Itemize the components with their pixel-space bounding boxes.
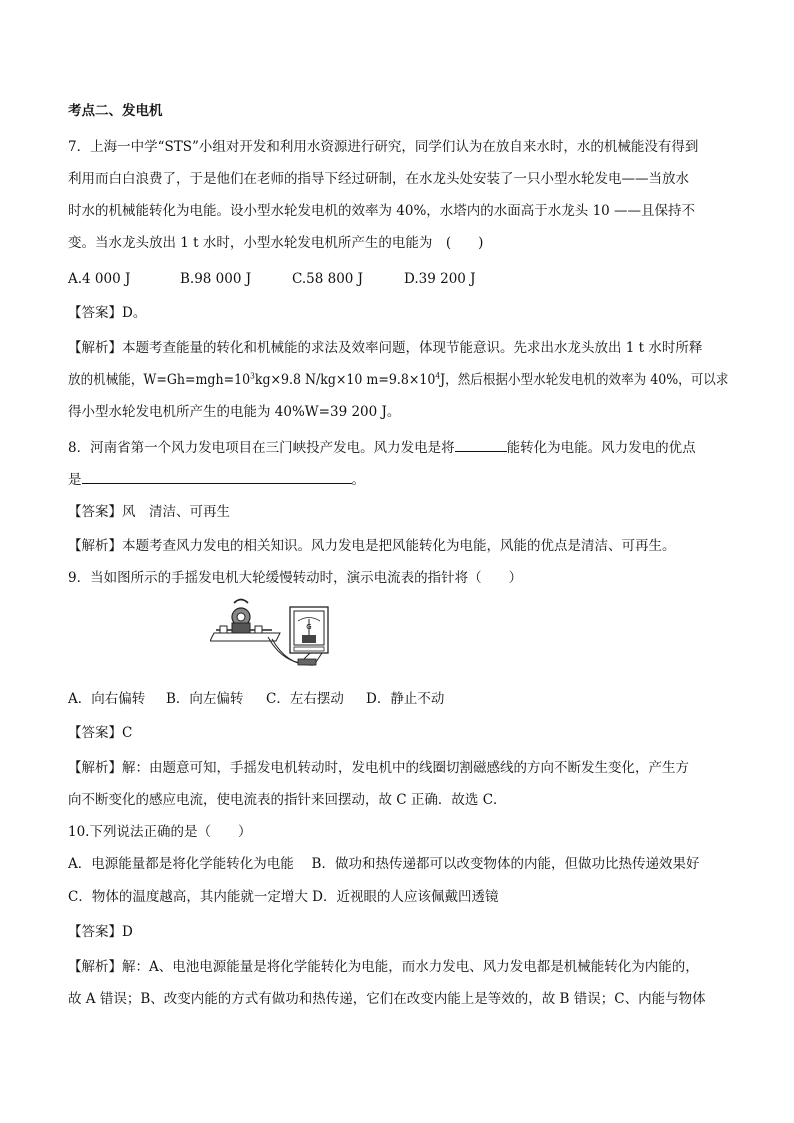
q8-text-part-2: 能转化为电能。风力发电的优点 (506, 440, 696, 456)
q7-analysis-part-1: 放的机械能，W=Gh=mgh=10 (68, 372, 251, 388)
generator-bearing-right (255, 626, 262, 633)
q7-analysis-line-1: 【解析】本题考查能量的转化和机械能的求法及效率问题，体现节能意识。先求出水龙头放出 1 t 水时所释 (68, 340, 703, 356)
generator-coil (232, 623, 250, 633)
switch (298, 659, 316, 665)
q7-option-b: B.98 000 J (180, 271, 252, 287)
q7-option-d: D.39 200 J (404, 271, 476, 287)
q9-options (68, 689, 728, 709)
q9-answer: 【答案】C (68, 725, 133, 741)
q9-text-line-1: 9．当如图所示的手摇发电机大轮缓慢转动时，演示电流表的指针将（ ） (68, 570, 523, 586)
q7-analysis-exponent-1: 3 (250, 371, 255, 381)
q8-text-part-4: 。 (351, 472, 365, 488)
q8-text-part-1: 8．河南省第一个风力发电项目在三门峡投产发电。风力发电是将 (68, 440, 455, 456)
q9-analysis-line-2: 向不断变化的感应电流，使电流表的指针来回摆动，故 C 正确．故选 C． (68, 792, 507, 808)
q10-analysis-line-1: 【解析】解：A、电池电源能量是将化学能转化为电能，而水力发电、风力发电都是机械能转化为内能的， (68, 959, 699, 975)
q9-analysis-line-1: 【解析】解：由题意可知，手摇发电机转动时，发电机中的线圈切割磁感线的方向不断发生变化，产生方 (68, 760, 689, 776)
q10-analysis-line-2: 故 A 错误；B、改变内能的方式有做功和热传递，它们在改变内能上是等效的，故 B 错误；C、内能与物体 (68, 991, 706, 1007)
q8-blank-1 (455, 437, 507, 452)
q8-answer: 【答案】风 清洁、可再生 (68, 504, 230, 520)
q10-answer: 【答案】D (68, 924, 133, 940)
q9-option-d: D．静止不动 (366, 691, 445, 707)
q7-answer: 【答案】D。 (68, 305, 147, 321)
q9-option-a: A．向右偏转 (68, 691, 146, 707)
q10-text-line-2: A．电源能量都是将化学能转化为电能 B．做功和热传递都可以改变物体的内能，但做功比热传递效果好 (68, 856, 700, 872)
q9-option-c: C．左右摆动 (266, 691, 344, 707)
q7-options (68, 269, 728, 289)
galvanometer-base (294, 647, 324, 651)
q8-text-line-2 (68, 469, 728, 489)
q10-text-line-3: C．物体的温度越高，其内能就一定增大 D．近视眼的人应该佩戴凹透镜 (68, 889, 499, 905)
q8-analysis: 【解析】本题考查风力发电的相关知识。风力发电是把风能转化为电能，风能的优点是清洁、可再生。 (68, 538, 676, 554)
hand-generator-galvanometer-figure (210, 597, 335, 672)
q7-analysis-part-2: kg×9.8 N/kg×10 m=9.8×10 (254, 372, 436, 388)
q7-analysis-line-2 (68, 370, 729, 390)
q8-blank-2 (82, 469, 352, 484)
q7-analysis-exponent-2: 4 (435, 371, 441, 381)
galvanometer-label: G (306, 623, 312, 631)
q7-text-line-2: 利用而白白浪费了，于是他们在老师的指导下经过研制，在水龙头处安装了一只小型水轮发电——当放水 (68, 171, 689, 187)
section-title: 考点二、发电机 (68, 103, 163, 119)
q7-text-line-4: 变。当水龙头放出 1 t 水时，小型水轮发电机所产生的电能为 ( ) (68, 235, 484, 251)
generator-handle (234, 600, 248, 604)
q7-option-c: C.58 800 J (292, 271, 364, 287)
q7-option-a: A.4 000 J (68, 271, 131, 287)
q7-text-line-1: 7．上海一中学“STS”小组对开发和利用水资源进行研究，同学们认为在放自来水时，水的机械能没有得到 (68, 139, 699, 155)
q7-analysis-part-3: J，然后根据小型水轮发电机的效率为 40%，可以求 (440, 372, 729, 388)
generator-hub (237, 613, 245, 621)
galvanometer-magnet (302, 635, 316, 643)
q7-text-line-3: 时水的机械能转化为电能。设小型水轮发电机的效率为 40%，水塔内的水面高于水龙头 10 ——且保持不 (68, 203, 696, 219)
q10-text-line-1: 10.下列说法正确的是（ ） (68, 824, 252, 840)
q9-option-b: B．向左偏转 (166, 691, 244, 707)
q7-analysis-line-3: 得小型水轮发电机所产生的电能为 40%W=39 200 J。 (68, 404, 401, 420)
generator-bearing-left (220, 626, 227, 633)
q8-text-line-1 (68, 437, 728, 457)
q8-text-part-3: 是 (68, 472, 82, 488)
